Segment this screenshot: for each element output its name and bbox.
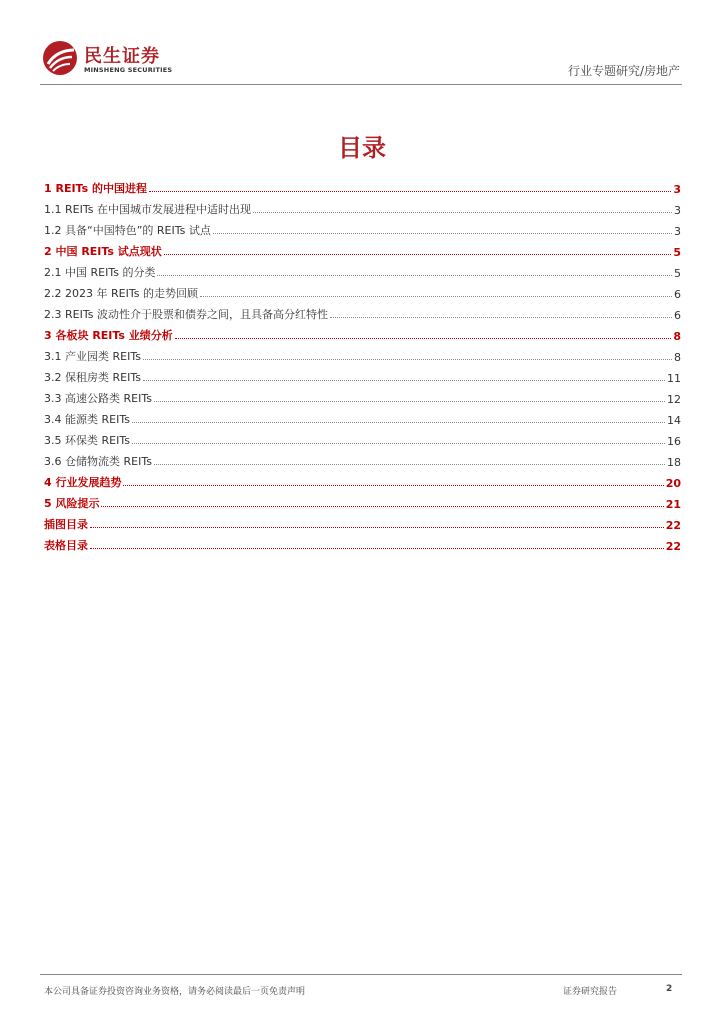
toc-entry[interactable] xyxy=(44,385,681,406)
toc-leader-dots xyxy=(149,190,671,192)
toc-entry-page: 3 xyxy=(674,225,681,238)
toc-entry-page: 20 xyxy=(665,477,681,490)
toc-entry-title: 1.1 REITs 在中国城市发展进程中适时出现 xyxy=(44,203,251,216)
toc-entry-title: 3.6 仓储物流类 REITs xyxy=(44,455,152,468)
brand-name-cn: 民生证券 xyxy=(84,46,160,67)
toc-entry-title: 表格目录 xyxy=(44,539,88,552)
toc-entry-page: 5 xyxy=(674,267,681,280)
toc-entry-title: 5 风险提示 xyxy=(44,497,100,510)
toc-entry-page: 3 xyxy=(674,204,681,217)
footer-disclaimer: 本公司具备证券投资咨询业务资格，请务必阅读最后一页免责声明 xyxy=(44,987,306,997)
toc-leader-dots xyxy=(90,526,664,528)
toc-leader-dots xyxy=(154,463,665,465)
report-type: 行业专题研究/房地产 xyxy=(567,64,680,78)
page-number: 2 xyxy=(666,984,673,994)
toc-entry-title: 3 各板块 REITs 业绩分析 xyxy=(44,329,173,342)
toc-entry[interactable] xyxy=(44,490,681,511)
toc-entry[interactable] xyxy=(44,343,681,364)
toc-leader-dots xyxy=(253,211,672,213)
page-header xyxy=(40,38,682,84)
toc-entry-title: 4 行业发展趋势 xyxy=(44,476,122,489)
toc-entry-page: 22 xyxy=(665,519,681,532)
toc-entry-page: 21 xyxy=(665,498,681,511)
toc-entry-page: 12 xyxy=(667,393,681,406)
toc-entry[interactable] xyxy=(44,427,681,448)
toc-entry-page: 11 xyxy=(667,372,681,385)
table-of-contents xyxy=(44,175,681,553)
toc-leader-dots xyxy=(132,442,665,444)
toc-leader-dots xyxy=(154,400,665,402)
toc-entry-title: 2.2 2023 年 REITs 的走势回顾 xyxy=(44,287,198,300)
toc-entry[interactable] xyxy=(44,448,681,469)
toc-entry[interactable] xyxy=(44,280,681,301)
toc-entry-title: 2.3 REITs 波动性介于股票和债券之间，且具备高分红特性 xyxy=(44,308,328,321)
toc-entry-page: 8 xyxy=(673,330,681,343)
brand-name-en: MINSHENG SECURITIES xyxy=(84,66,173,74)
footer-divider xyxy=(40,974,682,975)
toc-entry-title: 1 REITs 的中国进程 xyxy=(44,182,147,195)
toc-entry-page: 6 xyxy=(674,309,681,322)
toc-entry-page: 14 xyxy=(667,414,681,427)
toc-entry-page: 5 xyxy=(673,246,681,259)
toc-entry[interactable] xyxy=(44,175,681,196)
toc-leader-dots xyxy=(132,421,665,423)
toc-entry[interactable] xyxy=(44,196,681,217)
toc-leader-dots xyxy=(330,316,672,318)
toc-leader-dots xyxy=(164,253,672,255)
toc-leader-dots xyxy=(123,484,663,486)
toc-entry[interactable] xyxy=(44,511,681,532)
toc-leader-dots xyxy=(143,379,665,381)
toc-entry-page: 8 xyxy=(674,351,681,364)
toc-entry[interactable] xyxy=(44,259,681,280)
toc-entry-page: 3 xyxy=(673,183,681,196)
header-divider xyxy=(40,84,682,85)
toc-leader-dots xyxy=(200,295,672,297)
toc-leader-dots xyxy=(175,337,672,339)
toc-entry-title: 插图目录 xyxy=(44,518,88,531)
toc-entry[interactable] xyxy=(44,301,681,322)
toc-entry[interactable] xyxy=(44,406,681,427)
toc-entry[interactable] xyxy=(44,238,681,259)
toc-entry[interactable] xyxy=(44,532,681,553)
minsheng-logo-icon xyxy=(42,40,78,76)
toc-entry[interactable] xyxy=(44,322,681,343)
toc-entry-page: 6 xyxy=(674,288,681,301)
toc-leader-dots xyxy=(213,232,672,234)
toc-leader-dots xyxy=(90,547,664,549)
toc-entry[interactable] xyxy=(44,364,681,385)
toc-leader-dots xyxy=(157,274,672,276)
toc-entry-page: 22 xyxy=(665,540,681,553)
toc-entry-title: 2.1 中国 REITs 的分类 xyxy=(44,266,156,279)
toc-entry-title: 2 中国 REITs 试点现状 xyxy=(44,245,162,258)
toc-entry-title: 3.4 能源类 REITs xyxy=(44,413,130,426)
toc-title: 目录 xyxy=(338,134,386,162)
toc-leader-dots xyxy=(101,505,663,507)
toc-entry-title: 3.3 高速公路类 REITs xyxy=(44,392,152,405)
toc-entry-page: 18 xyxy=(667,456,681,469)
toc-entry-title: 3.5 环保类 REITs xyxy=(44,434,130,447)
toc-entry-page: 16 xyxy=(667,435,681,448)
toc-entry[interactable] xyxy=(44,217,681,238)
toc-entry[interactable] xyxy=(44,469,681,490)
toc-leader-dots xyxy=(143,358,672,360)
toc-entry-title: 1.2 具备“中国特色”的 REITs 试点 xyxy=(44,224,211,237)
toc-entry-title: 3.2 保租房类 REITs xyxy=(44,371,141,384)
toc-entry-title: 3.1 产业园类 REITs xyxy=(44,350,141,363)
footer-doc-type: 证券研究报告 xyxy=(563,987,618,997)
